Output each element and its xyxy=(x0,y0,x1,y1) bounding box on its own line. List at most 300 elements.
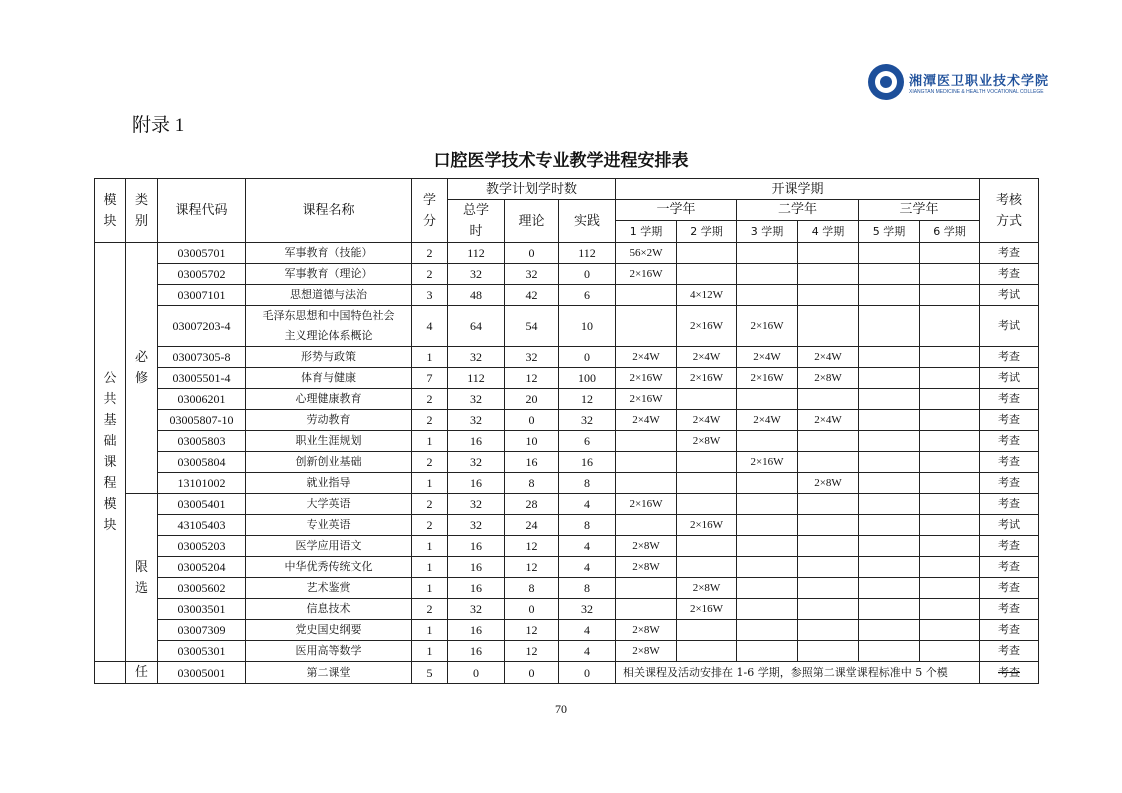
course-code: 03005803 xyxy=(158,431,246,452)
header-theory: 理论 xyxy=(505,200,559,243)
course-code: 03005301 xyxy=(158,641,246,662)
category-required: 必 修 xyxy=(126,243,158,494)
table-row xyxy=(95,264,1039,285)
total-hours: 32 xyxy=(448,347,505,368)
course-name: 党史国史纲要 xyxy=(246,620,412,641)
semester-3-cell xyxy=(737,431,798,452)
course-code: 03005807-10 xyxy=(158,410,246,431)
table-row xyxy=(95,620,1039,641)
theory-hours: 20 xyxy=(505,389,559,410)
course-code: 03005702 xyxy=(158,264,246,285)
semester-2-cell xyxy=(677,264,737,285)
semester-3-cell xyxy=(737,243,798,264)
semester-6-cell xyxy=(920,620,980,641)
theory-hours: 0 xyxy=(505,662,559,684)
course-code: 03005001 xyxy=(158,662,246,684)
semester-6-cell xyxy=(920,641,980,662)
theory-hours: 0 xyxy=(505,599,559,620)
exam-method: 考查 xyxy=(980,494,1039,515)
practice-hours: 4 xyxy=(559,641,616,662)
semester-3-cell xyxy=(737,494,798,515)
semester-4-cell xyxy=(798,243,859,264)
exam-method: 考试 xyxy=(980,515,1039,536)
semester-5-cell xyxy=(859,431,920,452)
total-hours: 112 xyxy=(448,243,505,264)
total-hours: 16 xyxy=(448,578,505,599)
semester-6-cell xyxy=(920,368,980,389)
semester-2-cell xyxy=(677,494,737,515)
header-semester-2: 2 学期 xyxy=(677,220,737,242)
table-row xyxy=(95,431,1039,452)
theory-hours: 12 xyxy=(505,641,559,662)
header-semester-group: 开课学期 xyxy=(616,179,980,200)
course-code: 13101002 xyxy=(158,473,246,494)
header-semester-3: 3 学期 xyxy=(737,220,798,242)
semester-2-cell: 4×12W xyxy=(677,285,737,306)
table-row xyxy=(95,410,1039,431)
header-name: 课程名称 xyxy=(246,179,412,243)
semester-2-cell xyxy=(677,243,737,264)
practice-hours: 4 xyxy=(559,536,616,557)
practice-hours: 12 xyxy=(559,389,616,410)
semester-1-cell: 2×8W xyxy=(616,641,677,662)
course-name: 军事教育（理论） xyxy=(246,264,412,285)
semester-3-cell xyxy=(737,515,798,536)
total-hours: 16 xyxy=(448,431,505,452)
header-exam: 考核 方式 xyxy=(980,179,1039,243)
semester-2-cell: 2×8W xyxy=(677,431,737,452)
semester-5-cell xyxy=(859,264,920,285)
semester-5-cell xyxy=(859,515,920,536)
semester-6-cell xyxy=(920,431,980,452)
semester-6-cell xyxy=(920,389,980,410)
credit: 4 xyxy=(412,306,448,347)
semester-6-cell xyxy=(920,306,980,347)
total-hours: 64 xyxy=(448,306,505,347)
semester-6-cell xyxy=(920,494,980,515)
table-row xyxy=(95,515,1039,536)
semester-4-cell: 2×4W xyxy=(798,347,859,368)
semester-3-cell xyxy=(737,536,798,557)
course-code: 03007305-8 xyxy=(158,347,246,368)
practice-hours: 8 xyxy=(559,473,616,494)
semester-3-cell: 2×16W xyxy=(737,306,798,347)
semester-4-cell xyxy=(798,494,859,515)
table-row xyxy=(95,347,1039,368)
header-category: 类 别 xyxy=(126,179,158,243)
semester-6-cell xyxy=(920,264,980,285)
semester-6-cell xyxy=(920,243,980,264)
course-name: 医用高等数学 xyxy=(246,641,412,662)
practice-hours: 0 xyxy=(559,662,616,684)
semester-1-cell xyxy=(616,431,677,452)
semester-3-cell: 2×16W xyxy=(737,368,798,389)
exam-method: 考查 xyxy=(980,347,1039,368)
college-name-en: XIANGTAN MEDICINE & HEALTH VOCATIONAL COLLEGE xyxy=(909,89,1044,95)
header-hours-group: 教学计划学时数 xyxy=(448,179,616,200)
theory-hours: 12 xyxy=(505,557,559,578)
semester-5-cell xyxy=(859,452,920,473)
course-name: 形势与政策 xyxy=(246,347,412,368)
course-name: 第二课堂 xyxy=(246,662,412,684)
semester-2-cell xyxy=(677,473,737,494)
exam-method: 考查 xyxy=(980,662,1039,684)
semester-4-cell: 2×8W xyxy=(798,368,859,389)
header-semester-5: 5 学期 xyxy=(859,220,920,242)
theory-hours: 12 xyxy=(505,536,559,557)
course-name: 专业英语 xyxy=(246,515,412,536)
header-semester-6: 6 学期 xyxy=(920,220,980,242)
total-hours: 112 xyxy=(448,368,505,389)
table-row xyxy=(95,473,1039,494)
semester-2-cell: 2×16W xyxy=(677,599,737,620)
exam-method: 考试 xyxy=(980,306,1039,347)
semester-3-cell xyxy=(737,641,798,662)
course-name: 心理健康教育 xyxy=(246,389,412,410)
theory-hours: 54 xyxy=(505,306,559,347)
semester-5-cell xyxy=(859,599,920,620)
practice-hours: 10 xyxy=(559,306,616,347)
semester-1-cell xyxy=(616,473,677,494)
credit: 1 xyxy=(412,431,448,452)
practice-hours: 32 xyxy=(559,410,616,431)
exam-method: 考查 xyxy=(980,599,1039,620)
semester-2-cell xyxy=(677,452,737,473)
semester-6-cell xyxy=(920,410,980,431)
course-schedule-table xyxy=(94,178,1039,684)
table-row xyxy=(95,494,1039,515)
total-hours: 48 xyxy=(448,285,505,306)
semester-4-cell xyxy=(798,515,859,536)
table-row xyxy=(95,368,1039,389)
semester-1-cell: 2×16W xyxy=(616,494,677,515)
total-hours: 32 xyxy=(448,389,505,410)
theory-hours: 28 xyxy=(505,494,559,515)
semester-5-cell xyxy=(859,243,920,264)
exam-method: 考查 xyxy=(980,431,1039,452)
semester-5-cell xyxy=(859,389,920,410)
semester-1-cell: 2×4W xyxy=(616,410,677,431)
exam-method: 考查 xyxy=(980,578,1039,599)
semester-4-cell xyxy=(798,452,859,473)
practice-hours: 112 xyxy=(559,243,616,264)
semester-1-cell xyxy=(616,578,677,599)
credit: 2 xyxy=(412,389,448,410)
credit: 1 xyxy=(412,347,448,368)
practice-hours: 4 xyxy=(559,494,616,515)
header-semester-1: 1 学期 xyxy=(616,220,677,242)
semester-4-cell xyxy=(798,264,859,285)
table-row xyxy=(95,662,1039,684)
header-module: 模 块 xyxy=(95,179,126,243)
semester-3-cell xyxy=(737,578,798,599)
table-row xyxy=(95,578,1039,599)
semester-1-cell: 2×4W xyxy=(616,347,677,368)
practice-hours: 8 xyxy=(559,515,616,536)
semester-4-cell xyxy=(798,536,859,557)
category-limited: 限 选 xyxy=(126,494,158,662)
practice-hours: 0 xyxy=(559,264,616,285)
semester-4-cell xyxy=(798,285,859,306)
semester-1-cell xyxy=(616,515,677,536)
table-row xyxy=(95,536,1039,557)
total-hours: 32 xyxy=(448,494,505,515)
credit: 2 xyxy=(412,515,448,536)
exam-method: 考试 xyxy=(980,368,1039,389)
course-name: 劳动教育 xyxy=(246,410,412,431)
semester-4-cell xyxy=(798,306,859,347)
appendix-label: 附录 1 xyxy=(132,115,185,136)
exam-method: 考查 xyxy=(980,452,1039,473)
exam-method: 考查 xyxy=(980,557,1039,578)
theory-hours: 24 xyxy=(505,515,559,536)
semester-2-cell: 2×16W xyxy=(677,515,737,536)
credit: 1 xyxy=(412,557,448,578)
practice-hours: 6 xyxy=(559,285,616,306)
semester-1-cell xyxy=(616,452,677,473)
semester-2-cell xyxy=(677,389,737,410)
table-row xyxy=(95,243,1039,264)
semester-2-cell: 2×8W xyxy=(677,578,737,599)
course-code: 03005501-4 xyxy=(158,368,246,389)
course-name: 大学英语 xyxy=(246,494,412,515)
practice-hours: 8 xyxy=(559,578,616,599)
total-hours: 16 xyxy=(448,473,505,494)
practice-hours: 6 xyxy=(559,431,616,452)
semester-6-cell xyxy=(920,536,980,557)
semester-4-cell xyxy=(798,599,859,620)
semester-3-cell xyxy=(737,389,798,410)
course-name: 职业生涯规划 xyxy=(246,431,412,452)
semester-5-cell xyxy=(859,557,920,578)
credit: 2 xyxy=(412,243,448,264)
semester-3-cell: 2×4W xyxy=(737,410,798,431)
semester-6-cell xyxy=(920,285,980,306)
total-hours: 16 xyxy=(448,641,505,662)
course-name: 军事教育（技能） xyxy=(246,243,412,264)
header-total: 总学 时 xyxy=(448,200,505,243)
header-code: 课程代码 xyxy=(158,179,246,243)
semester-5-cell xyxy=(859,285,920,306)
course-code: 03007203-4 xyxy=(158,306,246,347)
exam-method: 考查 xyxy=(980,243,1039,264)
semester-5-cell xyxy=(859,578,920,599)
course-code: 03005204 xyxy=(158,557,246,578)
semester-3-cell xyxy=(737,264,798,285)
course-name: 思想道德与法治 xyxy=(246,285,412,306)
total-hours: 0 xyxy=(448,662,505,684)
semester-1-cell: 2×16W xyxy=(616,368,677,389)
course-name: 体育与健康 xyxy=(246,368,412,389)
college-seal-icon xyxy=(868,64,904,100)
credit: 1 xyxy=(412,620,448,641)
semester-3-cell xyxy=(737,473,798,494)
credit: 2 xyxy=(412,264,448,285)
header-year3: 三学年 xyxy=(859,200,980,221)
semester-5-cell xyxy=(859,641,920,662)
semester-2-cell: 2×16W xyxy=(677,368,737,389)
course-name: 创新创业基础 xyxy=(246,452,412,473)
module-cell: 公 共 基 础 课 程 模 块 xyxy=(95,243,126,662)
practice-hours: 16 xyxy=(559,452,616,473)
total-hours: 32 xyxy=(448,599,505,620)
semester-4-cell: 2×4W xyxy=(798,410,859,431)
table-row xyxy=(95,452,1039,473)
semester-5-cell xyxy=(859,368,920,389)
exam-method: 考查 xyxy=(980,473,1039,494)
semester-1-cell: 2×8W xyxy=(616,536,677,557)
semester-6-cell xyxy=(920,473,980,494)
theory-hours: 0 xyxy=(505,410,559,431)
semester-2-cell: 2×16W xyxy=(677,306,737,347)
theory-hours: 42 xyxy=(505,285,559,306)
semester-3-cell: 2×16W xyxy=(737,452,798,473)
course-code: 03005401 xyxy=(158,494,246,515)
practice-hours: 100 xyxy=(559,368,616,389)
semester-5-cell xyxy=(859,494,920,515)
semester-1-cell xyxy=(616,306,677,347)
practice-hours: 32 xyxy=(559,599,616,620)
course-code: 03005804 xyxy=(158,452,246,473)
total-hours: 16 xyxy=(448,557,505,578)
theory-hours: 10 xyxy=(505,431,559,452)
course-code: 03007101 xyxy=(158,285,246,306)
college-name: 湘潭医卫职业技术学院 xyxy=(909,74,1050,89)
course-name: 就业指导 xyxy=(246,473,412,494)
exam-method: 考查 xyxy=(980,389,1039,410)
semester-6-cell xyxy=(920,599,980,620)
course-name: 毛泽东思想和中国特色社会 主义理论体系概论 xyxy=(246,306,412,347)
course-code: 43105403 xyxy=(158,515,246,536)
semester-4-cell xyxy=(798,431,859,452)
semester-1-cell: 56×2W xyxy=(616,243,677,264)
semester-1-cell xyxy=(616,285,677,306)
theory-hours: 0 xyxy=(505,243,559,264)
semester-3-cell: 2×4W xyxy=(737,347,798,368)
credit: 1 xyxy=(412,473,448,494)
exam-method: 考试 xyxy=(980,285,1039,306)
course-code: 03005602 xyxy=(158,578,246,599)
table-row xyxy=(95,285,1039,306)
semester-1-cell: 2×16W xyxy=(616,389,677,410)
semester-3-cell xyxy=(737,557,798,578)
college-logo xyxy=(868,64,1050,108)
page-number: 70 xyxy=(555,702,567,716)
total-hours: 16 xyxy=(448,620,505,641)
semester-5-cell xyxy=(859,410,920,431)
theory-hours: 16 xyxy=(505,452,559,473)
semester-2-cell: 2×4W xyxy=(677,410,737,431)
course-name: 信息技术 xyxy=(246,599,412,620)
semester-6-cell xyxy=(920,557,980,578)
credit: 5 xyxy=(412,662,448,684)
header-year2: 二学年 xyxy=(737,200,859,221)
credit: 2 xyxy=(412,494,448,515)
semester-2-cell xyxy=(677,536,737,557)
semester-4-cell: 2×8W xyxy=(798,473,859,494)
credit: 3 xyxy=(412,285,448,306)
exam-method: 考查 xyxy=(980,641,1039,662)
total-hours: 16 xyxy=(448,536,505,557)
theory-hours: 8 xyxy=(505,473,559,494)
exam-method: 考查 xyxy=(980,620,1039,641)
semester-4-cell xyxy=(798,641,859,662)
table-row xyxy=(95,599,1039,620)
credit: 1 xyxy=(412,536,448,557)
theory-hours: 32 xyxy=(505,264,559,285)
header-credit: 学 分 xyxy=(412,179,448,243)
course-code: 03003501 xyxy=(158,599,246,620)
practice-hours: 4 xyxy=(559,620,616,641)
semester-1-cell: 2×8W xyxy=(616,557,677,578)
table-row xyxy=(95,641,1039,662)
course-code: 03007309 xyxy=(158,620,246,641)
credit: 2 xyxy=(412,452,448,473)
schedule-note: 相关课程及活动安排在 1-6 学期，参照第二课堂课程标准中 5 个模 xyxy=(616,662,980,684)
course-code: 03005701 xyxy=(158,243,246,264)
practice-hours: 0 xyxy=(559,347,616,368)
practice-hours: 4 xyxy=(559,557,616,578)
semester-6-cell xyxy=(920,452,980,473)
exam-method: 考查 xyxy=(980,410,1039,431)
header-year1: 一学年 xyxy=(616,200,737,221)
header-semester-4: 4 学期 xyxy=(798,220,859,242)
semester-4-cell xyxy=(798,389,859,410)
total-hours: 32 xyxy=(448,515,505,536)
course-code: 03006201 xyxy=(158,389,246,410)
total-hours: 32 xyxy=(448,264,505,285)
course-name: 艺术鉴赏 xyxy=(246,578,412,599)
credit: 7 xyxy=(412,368,448,389)
course-code: 03005203 xyxy=(158,536,246,557)
semester-2-cell xyxy=(677,557,737,578)
semester-1-cell xyxy=(616,599,677,620)
credit: 2 xyxy=(412,410,448,431)
theory-hours: 12 xyxy=(505,620,559,641)
module-cell-continued xyxy=(95,662,126,684)
page-title: 口腔医学技术专业教学进程安排表 xyxy=(433,151,689,171)
category-optional: 任 xyxy=(126,662,158,684)
semester-4-cell xyxy=(798,578,859,599)
semester-1-cell: 2×16W xyxy=(616,264,677,285)
theory-hours: 8 xyxy=(505,578,559,599)
semester-1-cell: 2×8W xyxy=(616,620,677,641)
theory-hours: 32 xyxy=(505,347,559,368)
semester-5-cell xyxy=(859,347,920,368)
semester-6-cell xyxy=(920,578,980,599)
semester-6-cell xyxy=(920,347,980,368)
semester-5-cell xyxy=(859,536,920,557)
total-hours: 32 xyxy=(448,410,505,431)
course-name: 中华优秀传统文化 xyxy=(246,557,412,578)
table-row xyxy=(95,306,1039,347)
semester-3-cell xyxy=(737,620,798,641)
semester-2-cell xyxy=(677,641,737,662)
semester-6-cell xyxy=(920,515,980,536)
semester-5-cell xyxy=(859,620,920,641)
header-practice: 实践 xyxy=(559,200,616,243)
semester-5-cell xyxy=(859,473,920,494)
semester-2-cell: 2×4W xyxy=(677,347,737,368)
credit: 2 xyxy=(412,599,448,620)
exam-method: 考查 xyxy=(980,264,1039,285)
semester-5-cell xyxy=(859,306,920,347)
semester-4-cell xyxy=(798,620,859,641)
table-row xyxy=(95,557,1039,578)
course-name: 医学应用语文 xyxy=(246,536,412,557)
exam-method: 考查 xyxy=(980,536,1039,557)
theory-hours: 12 xyxy=(505,368,559,389)
